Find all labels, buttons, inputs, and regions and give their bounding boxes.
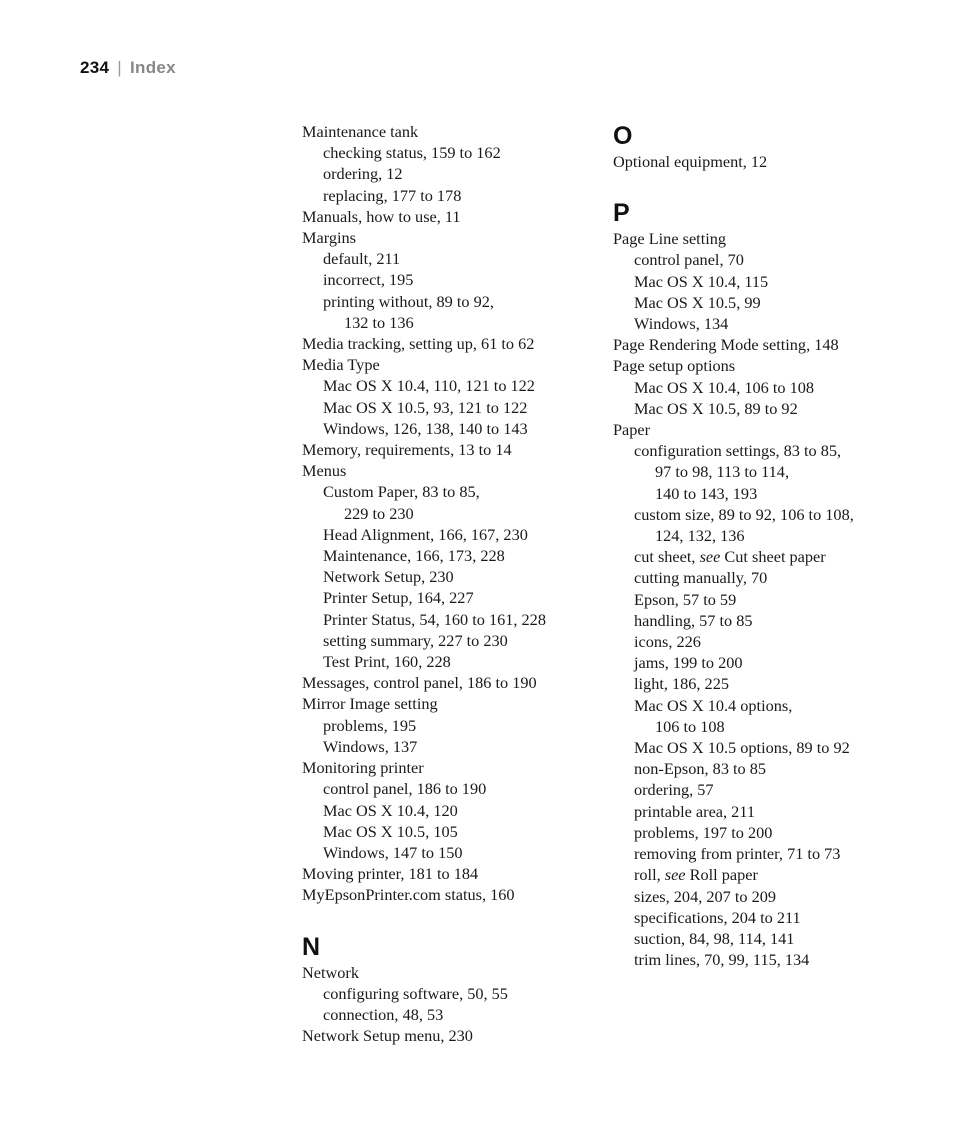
index-entry: Network Setup menu, 230	[302, 1026, 473, 1046]
index-subentry: Mac OS X 10.5, 105	[323, 821, 458, 841]
index-continuation: 106 to 108	[655, 716, 725, 736]
index-subentry: Head Alignment, 166, 167, 230	[323, 524, 528, 544]
index-subentry: Mac OS X 10.5, 89 to 92	[634, 398, 798, 418]
running-header	[80, 58, 176, 78]
index-subentry: cutting manually, 70	[634, 568, 768, 588]
index-subentry: suction, 84, 98, 114, 141	[634, 928, 795, 948]
index-subentry: setting summary, 227 to 230	[323, 630, 508, 650]
index-entry: Optional equipment, 12	[613, 152, 768, 171]
index-subentry: checking status, 159 to 162	[323, 143, 501, 163]
index-entry: Page Line setting	[613, 229, 727, 249]
o-entries	[613, 151, 913, 172]
index-entry: Media Type	[302, 355, 380, 375]
index-column-right	[613, 121, 913, 970]
index-subentry: default, 211	[323, 249, 401, 269]
index-entry: Media tracking, setting up, 61 to 62	[302, 334, 535, 354]
index-subentry: specifications, 204 to 211	[634, 907, 801, 927]
index-entry: Page Rendering Mode setting, 148	[613, 335, 839, 355]
index-subentry: problems, 197 to 200	[634, 822, 773, 842]
index-subentry: Mac OS X 10.4 options,	[634, 695, 793, 715]
index-entry: Memory, requirements, 13 to 14	[302, 440, 512, 460]
index-subentry: handling, 57 to 85	[634, 610, 753, 630]
index-continuation: 124, 132, 136	[655, 526, 745, 546]
index-subentry: sizes, 204, 207 to 209	[634, 886, 776, 906]
index-subentry: Mac OS X 10.4, 110, 121 to 122	[323, 376, 535, 396]
see-reference: see	[699, 547, 721, 567]
index-subentry: Windows, 147 to 150	[323, 842, 463, 862]
index-entry: MyEpsonPrinter.com status, 160	[302, 885, 515, 905]
index-subentry: cut sheet, see Cut sheet paper	[634, 547, 826, 567]
index-subentry: icons, 226	[634, 632, 701, 652]
index-subentry: Mac OS X 10.5, 93, 121 to 122	[323, 397, 528, 417]
p-entries	[613, 228, 913, 970]
index-subentry: Printer Status, 54, 160 to 161, 228	[323, 609, 546, 629]
letter-heading-n: N	[302, 932, 321, 961]
index-subentry: Printer Setup, 164, 227	[323, 588, 474, 608]
index-subentry: Mac OS X 10.5, 99	[634, 292, 761, 312]
index-subentry: Mac OS X 10.5 options, 89 to 92	[634, 738, 850, 758]
index-entry: Mirror Image setting	[302, 694, 438, 714]
see-reference: see	[664, 865, 686, 885]
index-subentry: Custom Paper, 83 to 85,	[323, 482, 480, 502]
index-entry: Moving printer, 181 to 184	[302, 864, 479, 884]
header-separator: |	[117, 58, 122, 77]
index-continuation: 229 to 230	[344, 503, 414, 523]
index-subentry: jams, 199 to 200	[634, 653, 743, 673]
index-subentry: configuring software, 50, 55	[323, 983, 508, 1003]
index-entry: Page setup options	[613, 356, 736, 376]
index-subentry: replacing, 177 to 178	[323, 185, 462, 205]
index-subentry: removing from printer, 71 to 73	[634, 844, 841, 864]
index-subentry: Mac OS X 10.4, 115	[634, 271, 769, 291]
index-entry: Menus	[302, 461, 347, 481]
index-subentry: Windows, 126, 138, 140 to 143	[323, 418, 528, 438]
letter-heading-p: P	[613, 199, 630, 228]
index-subentry: light, 186, 225	[634, 674, 729, 694]
index-entry: Margins	[302, 228, 356, 248]
page-number: 234	[80, 58, 110, 77]
index-subentry: non-Epson, 83 to 85	[634, 759, 767, 779]
index-entry: Maintenance tank	[302, 122, 419, 141]
index-subentry: ordering, 57	[634, 780, 714, 800]
index-subentry: custom size, 89 to 92, 106 to 108,	[634, 504, 854, 524]
index-subentry: Epson, 57 to 59	[634, 589, 737, 609]
index-subentry: Network Setup, 230	[323, 567, 454, 587]
section-title: Index	[129, 58, 176, 77]
m-entries	[302, 121, 592, 906]
index-continuation: 140 to 143, 193	[655, 483, 758, 503]
index-subentry: connection, 48, 53	[323, 1004, 444, 1024]
index-entry: Manuals, how to use, 11	[302, 206, 461, 226]
index-subentry: Windows, 134	[634, 314, 729, 334]
index-subentry: incorrect, 195	[323, 270, 414, 290]
index-continuation: 97 to 98, 113 to 114,	[655, 462, 790, 482]
index-subentry: control panel, 186 to 190	[323, 779, 487, 799]
index-entry: Network	[302, 962, 359, 982]
index-subentry: trim lines, 70, 99, 115, 134	[634, 950, 810, 970]
index-subentry: Test Print, 160, 228	[323, 652, 451, 672]
index-subentry: roll, see Roll paper	[634, 865, 758, 885]
index-subentry: printing without, 89 to 92,	[323, 291, 494, 311]
index-subentry: problems, 195	[323, 715, 417, 735]
n-entries	[302, 962, 592, 1047]
index-column-left	[302, 121, 592, 1046]
index-subentry: printable area, 211	[634, 801, 755, 821]
index-subentry: configuration settings, 83 to 85,	[634, 441, 842, 461]
letter-heading-o: O	[613, 122, 633, 150]
index-subentry: Maintenance, 166, 173, 228	[323, 546, 505, 566]
index-subentry: Mac OS X 10.4, 120	[323, 800, 458, 820]
index-continuation: 132 to 136	[344, 312, 414, 332]
index-subentry: Windows, 137	[323, 736, 418, 756]
index-entry: Messages, control panel, 186 to 190	[302, 673, 537, 693]
index-subentry: control panel, 70	[634, 250, 744, 270]
index-entry: Monitoring printer	[302, 758, 424, 778]
index-entry: Paper	[613, 420, 651, 440]
index-subentry: Mac OS X 10.4, 106 to 108	[634, 377, 814, 397]
index-subentry: ordering, 12	[323, 164, 403, 184]
